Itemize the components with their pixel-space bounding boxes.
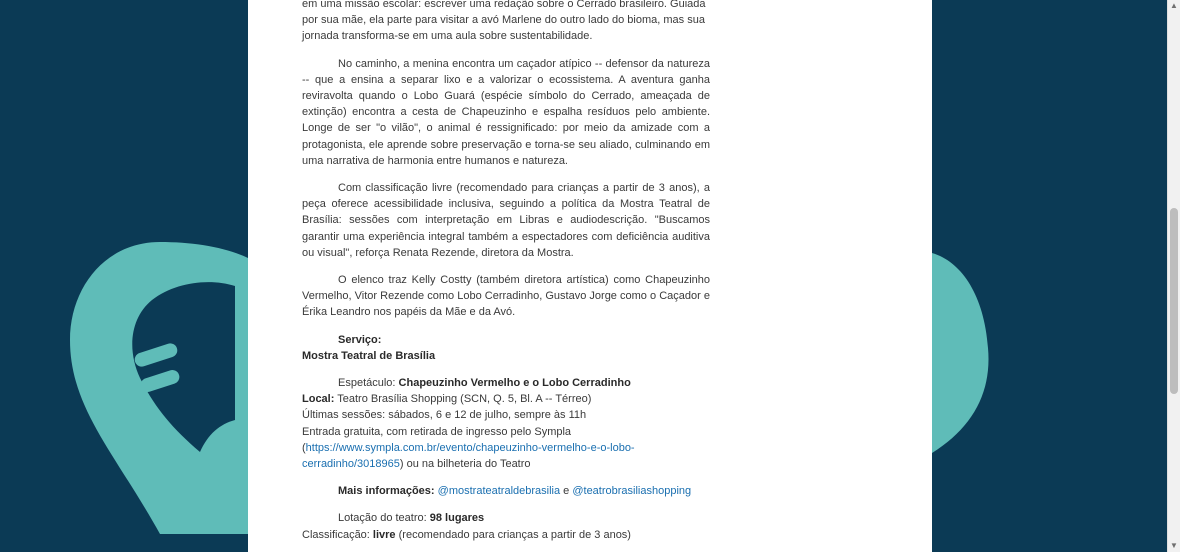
article-body xyxy=(302,0,710,552)
espetaculo-label: Espetáculo: xyxy=(338,377,396,390)
entry-text: Entrada gratuita, com retirada de ingresso pelo Sympla xyxy=(302,425,572,438)
instagram-teatro-link[interactable]: @teatrobrasiliashopping xyxy=(572,485,692,498)
scrollbar-thumb[interactable] xyxy=(1170,208,1178,394)
espetaculo-value: Chapeuzinho Vermelho e o Lobo Cerradinho xyxy=(398,377,631,390)
intro-line-3: jornada transforma-se em uma aula sobre sustentabilidade. xyxy=(302,30,593,43)
chevron-up-icon[interactable]: ▲ xyxy=(1170,1,1178,10)
paragraph-accessibility: Com classificação livre (recomendado para crianças a partir de 3 anos), a peça oferece acessibilidade inclusiva, seguindo a política da Mostra Teatral de Brasília: sessões com interpretação em Libras e audiodescrição. "Buscamos garantir uma experiência integral também a espectadores com deficiência auditiva ou visual", reforça Renata Rezende, diretora da Mostra. xyxy=(302,182,710,259)
service-label: Serviço: xyxy=(338,333,382,346)
intro-line-2: por sua mãe, ela parte para visitar a avó Marlene do outro lado do bioma, mas sua xyxy=(302,14,705,27)
logo-fragment-right-icon xyxy=(932,253,992,453)
capacity-value: 98 lugares xyxy=(429,512,485,525)
and-text: e xyxy=(560,485,573,498)
paragraph-story: No caminho, a menina encontra um caçador atípico -- defensor da natureza -- que a ensina a separar lixo e a valorizar o ecossistema. A aventura ganha reviravolta quando o Lobo Guará (espécie símbolo do Cerrado, ameaçada de extinção) encontra a cesta de Chapeuzinho e espalha resíduos pelo ambiente. Longe de ser "o vilão", o animal é ressignificado: por meio da amizade com a protagonista, ele aprende sobre preservação e torna-se seu aliado, culminando em uma narrativa de harmonia entre humanos e natureza. xyxy=(302,57,710,167)
sessions-text: Últimas sessões: sábados, 6 e 12 de julho, sempre às 11h xyxy=(302,409,587,422)
chevron-down-icon[interactable]: ▼ xyxy=(1170,541,1178,550)
rating-note: (recomendado para crianças a partir de 3 anos) xyxy=(398,528,631,541)
event-details xyxy=(302,375,710,472)
sympla-link-continued[interactable]: cerradinho/3018965 xyxy=(302,458,400,471)
rating-label: Classificação: xyxy=(302,528,370,541)
sympla-link[interactable]: https://www.sympla.com.br/evento/chapeuzinho-vermelho-e-o-lobo- xyxy=(305,441,635,454)
vertical-scrollbar[interactable] xyxy=(1167,0,1180,552)
paragraph-intro xyxy=(302,0,710,45)
bilheteria-text: ) ou na bilheteria do Teatro xyxy=(399,458,531,471)
local-label: Local: xyxy=(302,393,335,406)
link-open-paren: ( xyxy=(302,441,306,454)
paragraph-cast: O elenco traz Kelly Costty (também diretora artística) como Chapeuzinho Vermelho, Vitor Rezende como Lobo Cerradinho, Gustavo Jorge como o Caçador e Érika Leandro nos papéis da Mãe e da Avó. xyxy=(302,274,710,319)
local-value: Teatro Brasília Shopping (SCN, Q. 5, Bl. A -- Térreo) xyxy=(337,393,592,406)
rating-value: livre xyxy=(372,528,396,541)
microphone-pin-logo-icon xyxy=(60,238,250,538)
instagram-mostra-link[interactable]: @mostrateatraldebrasilia xyxy=(437,485,561,498)
capacity-block xyxy=(302,510,710,542)
intro-line-1: em uma missão escolar: escrever uma redação sobre o Cerrado brasileiro. Guiada xyxy=(302,0,706,10)
service-block xyxy=(302,332,710,364)
service-title: Mostra Teatral de Brasília xyxy=(302,349,436,362)
more-info-label: Mais informações: xyxy=(338,485,435,498)
capacity-label: Lotação do teatro: xyxy=(338,512,427,525)
article-page xyxy=(248,0,932,552)
more-info xyxy=(302,483,710,499)
